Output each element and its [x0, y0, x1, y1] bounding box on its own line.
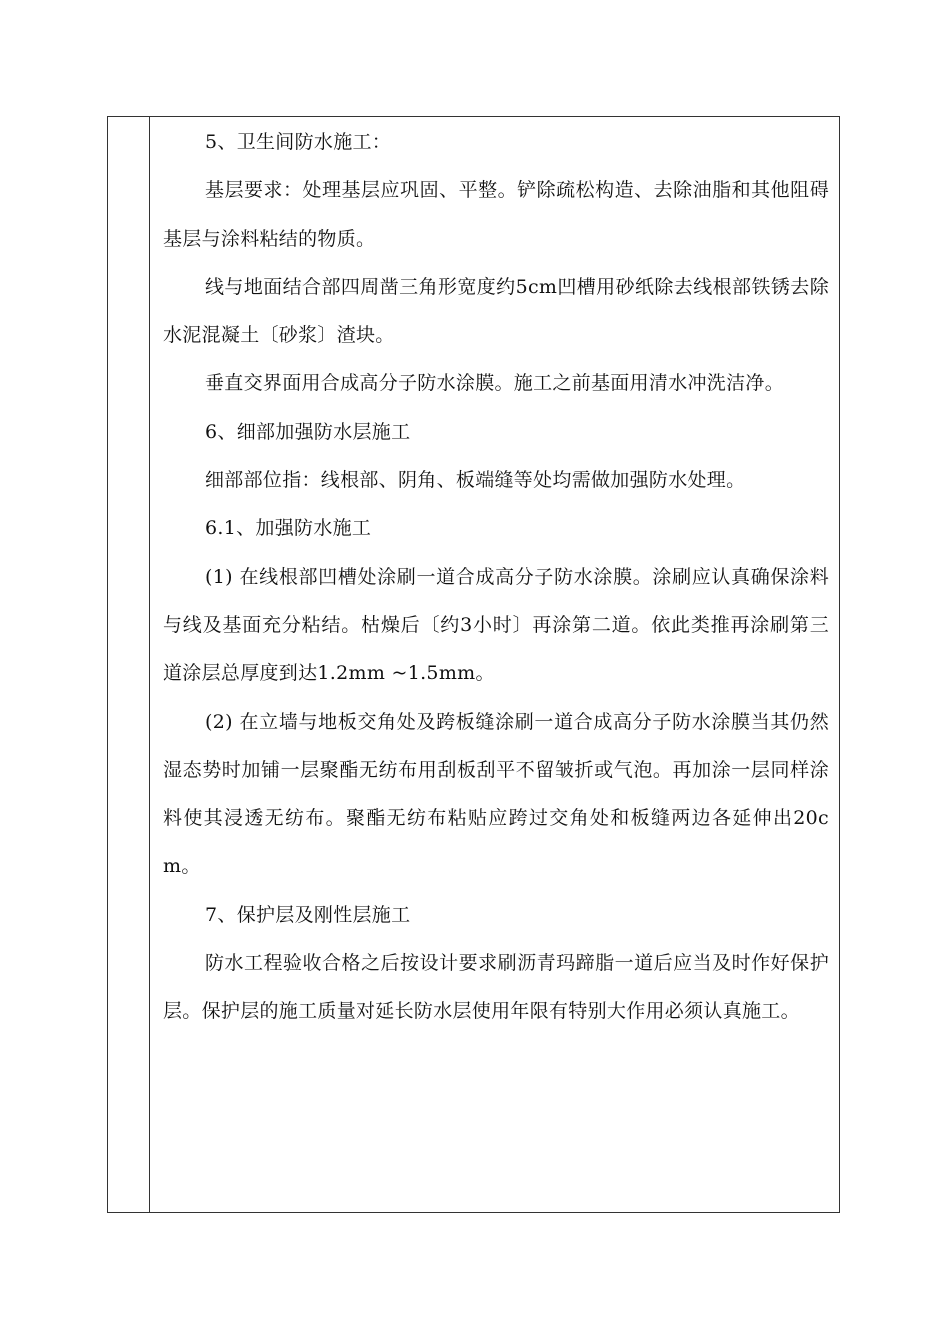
section-heading-bathroom-waterproofing: 5、卫生间防水施工：	[205, 131, 392, 153]
paragraph-step-2: (2) 在立墙与地板交角处及跨板缝涂刷一道合成高分子防水涂膜当其仍然湿态势时加铺一层聚酯无纺布用刮板刮平不留皱折或气泡。再加涂一层同样涂料使其浸透无纺布。聚酯无纺布粘贴应跨过交角处和板缝两边各延伸出20cm。	[163, 710, 829, 878]
table-content-cell	[163, 117, 829, 1036]
document-table	[107, 116, 840, 1213]
paragraph-protective-layer: 防水工程验收合格之后按设计要求刷沥青玛蹄脂一道后应当及时作好保护层。保护层的施工质量对延长防水层使用年限有特别大作用必须认真施工。	[163, 952, 829, 1023]
paragraph-base-requirements: 基层要求：处理基层应巩固、平整。铲除疏松构造、去除油脂和其他阻碍基层与涂料粘结的物质。	[163, 179, 829, 250]
paragraph-groove-treatment: 线与地面结合部四周凿三角形宽度约5cm凹槽用砂纸除去线根部铁锈去除水泥混凝土〔砂浆〕渣块。	[163, 275, 829, 347]
section-heading-protective-layer: 7、保护层及刚性层施工	[205, 903, 411, 926]
paragraph-vertical-interface: 垂直交界面用合成高分子防水涂膜。施工之前基面用清水冲洗洁净。	[205, 372, 785, 395]
section-heading-detail-reinforcement: 6、细部加强防水层施工	[205, 420, 411, 443]
paragraph-detail-locations: 细部部位指：线根部、阴角、板端缝等处均需做加强防水处理。	[205, 469, 746, 492]
subsection-heading-reinforced-waterproofing: 6.1、加强防水施工	[205, 517, 372, 540]
table-left-column	[108, 117, 150, 1212]
paragraph-step-1: (1) 在线根部凹槽处涂刷一道合成高分子防水涂膜。涂刷应认真确保涂料与线及基面充分粘结。枯燥后〔约3小时〕再涂第二道。依此类推再涂刷第三道涂层总厚度到达1.2mm ~1.5mm。	[163, 565, 829, 685]
